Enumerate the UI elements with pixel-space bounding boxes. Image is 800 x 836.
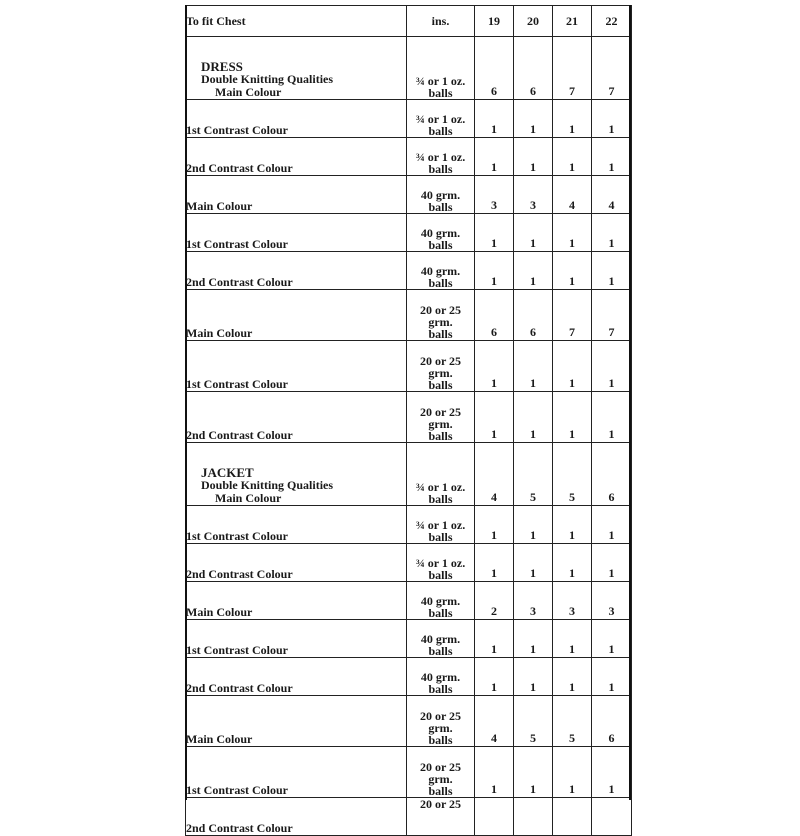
quantity-size-21: 4: [553, 176, 592, 214]
quantity-size-19: 4: [475, 696, 514, 747]
ball-weight-line: grm.: [428, 315, 453, 329]
ball-weight-line: grm.: [428, 366, 453, 380]
colour-label: 1st Contrast Colour: [186, 529, 288, 543]
ball-weight-line: balls: [428, 644, 453, 658]
ball-weight-line: 40 grm.: [420, 188, 461, 202]
quantity-size-20: 1: [514, 506, 553, 544]
ball-weight-line: 20 or 25: [419, 797, 462, 811]
colour-label: 1st Contrast Colour: [186, 643, 288, 657]
quantity-size-21: [553, 798, 592, 836]
header-size-21: 21: [553, 6, 592, 37]
row-description: [186, 658, 407, 696]
quantity-size-21: 1: [553, 341, 592, 392]
row-description: [186, 443, 407, 506]
colour-label: Main Colour: [186, 199, 253, 213]
quantity-size-22: 1: [592, 138, 632, 176]
table-row: [186, 506, 632, 544]
ball-weight-line: ¾ or 1 oz.: [415, 74, 466, 88]
quantity-size-22: 1: [592, 252, 632, 290]
table-row: [186, 747, 632, 798]
quantity-size-20: 5: [514, 443, 553, 506]
ball-weight: [407, 176, 475, 214]
ball-weight-line: grm.: [428, 417, 453, 431]
section-subheading: Double Knitting Qualities: [201, 72, 334, 86]
ball-weight: [407, 341, 475, 392]
row-description: [186, 582, 407, 620]
ball-weight-line: balls: [428, 429, 453, 443]
table-row: [186, 100, 632, 138]
quantity-size-21: 5: [553, 443, 592, 506]
quantity-size-21: 1: [553, 214, 592, 252]
ball-weight-line: 40 grm.: [420, 264, 461, 278]
row-description: [186, 290, 407, 341]
quantity-size-21: 3: [553, 582, 592, 620]
colour-label: 2nd Contrast Colour: [186, 567, 293, 581]
quantity-size-20: 1: [514, 658, 553, 696]
table-row: [186, 176, 632, 214]
colour-label: 2nd Contrast Colour: [186, 275, 293, 289]
quantity-size-20: 1: [514, 214, 553, 252]
colour-label: 1st Contrast Colour: [186, 237, 288, 251]
quantity-size-19: 1: [475, 100, 514, 138]
quantity-size-22: 1: [592, 100, 632, 138]
quantity-size-19: 2: [475, 582, 514, 620]
colour-label: Main Colour: [215, 491, 282, 505]
ball-weight: [407, 290, 475, 341]
ball-weight-line: 20 or 25: [419, 303, 462, 317]
quantity-size-22: 1: [592, 658, 632, 696]
table-row: [186, 443, 632, 506]
quantity-size-22: 7: [592, 37, 632, 100]
quantity-size-19: 1: [475, 214, 514, 252]
row-description: [186, 37, 407, 100]
ball-weight: [407, 658, 475, 696]
table-row: [186, 798, 632, 836]
quantity-size-20: 1: [514, 100, 553, 138]
row-description: [186, 620, 407, 658]
row-description: [186, 252, 407, 290]
quantity-size-22: 1: [592, 544, 632, 582]
ball-weight: [407, 214, 475, 252]
ball-weight-line: balls: [428, 200, 453, 214]
colour-label: Main Colour: [186, 605, 253, 619]
quantity-size-20: 1: [514, 747, 553, 798]
ball-weight: [407, 506, 475, 544]
quantity-size-20: 1: [514, 620, 553, 658]
table-row: [186, 138, 632, 176]
ball-weight-line: balls: [428, 378, 453, 392]
ball-weight: [407, 443, 475, 506]
quantity-size-19: 1: [475, 392, 514, 443]
ball-weight-line: grm.: [428, 721, 453, 735]
section-heading: DRESS: [201, 59, 243, 74]
quantity-size-21: 5: [553, 696, 592, 747]
ball-weight-line: ¾ or 1 oz.: [415, 112, 466, 126]
ball-weight-line: ¾ or 1 oz.: [415, 480, 466, 494]
quantity-size-22: 1: [592, 620, 632, 658]
table-row: [186, 392, 632, 443]
row-description: [186, 696, 407, 747]
header-chest-label: To fit Chest: [186, 6, 407, 37]
quantity-size-21: 1: [553, 252, 592, 290]
ball-weight: [407, 37, 475, 100]
quantity-size-21: 1: [553, 100, 592, 138]
quantity-size-21: 1: [553, 392, 592, 443]
table-row: [186, 544, 632, 582]
table-row: [186, 620, 632, 658]
row-description: [186, 138, 407, 176]
ball-weight-line: balls: [428, 606, 453, 620]
section-heading: JACKET: [201, 465, 254, 480]
quantity-size-19: 1: [475, 341, 514, 392]
quantity-size-20: 3: [514, 176, 553, 214]
table-row: [186, 290, 632, 341]
quantity-size-22: 1: [592, 214, 632, 252]
quantity-size-19: 1: [475, 252, 514, 290]
quantity-size-21: 1: [553, 747, 592, 798]
section-subheading: Double Knitting Qualities: [201, 478, 334, 492]
quantity-size-21: 1: [553, 506, 592, 544]
header-size-22: 22: [592, 6, 632, 37]
quantity-size-20: 1: [514, 138, 553, 176]
quantity-size-22: 3: [592, 582, 632, 620]
ball-weight-line: balls: [428, 682, 453, 696]
row-description: [186, 506, 407, 544]
colour-label: 2nd Contrast Colour: [186, 681, 293, 695]
quantity-size-19: 3: [475, 176, 514, 214]
header-size-19: 19: [475, 6, 514, 37]
ball-weight-line: balls: [428, 784, 453, 798]
ball-weight-line: balls: [428, 530, 453, 544]
quantity-size-22: 1: [592, 506, 632, 544]
ball-weight-line: balls: [428, 733, 453, 747]
table-row: [186, 696, 632, 747]
colour-label: 1st Contrast Colour: [186, 123, 288, 137]
table-row: [186, 37, 632, 100]
quantity-size-20: [514, 798, 553, 836]
header-size-20: 20: [514, 6, 553, 37]
quantity-size-20: 3: [514, 582, 553, 620]
ball-weight-line: ¾ or 1 oz.: [415, 518, 466, 532]
row-description: [186, 544, 407, 582]
row-description: [186, 214, 407, 252]
quantity-size-21: 1: [553, 138, 592, 176]
quantity-size-19: 1: [475, 658, 514, 696]
row-description: [186, 747, 407, 798]
ball-weight-line: 20 or 25: [419, 709, 462, 723]
ball-weight: [407, 544, 475, 582]
ball-weight-line: balls: [428, 492, 453, 506]
quantity-size-19: [475, 798, 514, 836]
table-row: [186, 214, 632, 252]
ball-weight: [407, 392, 475, 443]
colour-label: Main Colour: [186, 326, 253, 340]
ball-weight-line: ¾ or 1 oz.: [415, 150, 466, 164]
row-description: [186, 176, 407, 214]
quantity-size-19: 6: [475, 290, 514, 341]
quantity-size-19: 1: [475, 620, 514, 658]
quantity-size-21: 7: [553, 290, 592, 341]
quantity-size-21: 7: [553, 37, 592, 100]
quantity-size-19: 1: [475, 544, 514, 582]
ball-weight-line: 40 grm.: [420, 670, 461, 684]
quantity-size-21: 1: [553, 620, 592, 658]
ball-weight: [407, 252, 475, 290]
colour-label: 1st Contrast Colour: [186, 377, 288, 391]
yarn-requirements-table: [185, 5, 632, 836]
table-body: [186, 37, 632, 836]
ball-weight: [407, 582, 475, 620]
ball-weight-line: 20 or 25: [419, 354, 462, 368]
ball-weight-line: balls: [428, 276, 453, 290]
ball-weight-line: 20 or 25: [419, 760, 462, 774]
colour-label: 2nd Contrast Colour: [186, 428, 293, 442]
ball-weight: [407, 696, 475, 747]
ball-weight-line: balls: [428, 124, 453, 138]
row-description: [186, 100, 407, 138]
quantity-size-22: 4: [592, 176, 632, 214]
quantity-size-20: 1: [514, 392, 553, 443]
table-row: [186, 341, 632, 392]
ball-weight-line: balls: [428, 568, 453, 582]
ball-weight-line: 40 grm.: [420, 226, 461, 240]
colour-label: 2nd Contrast Colour: [186, 161, 293, 175]
ball-weight-line: balls: [428, 162, 453, 176]
quantity-size-22: 1: [592, 341, 632, 392]
ball-weight: [407, 620, 475, 658]
header-ins-label: ins.: [407, 6, 475, 37]
quantity-size-19: 1: [475, 747, 514, 798]
quantity-size-22: 1: [592, 747, 632, 798]
colour-label: 2nd Contrast Colour: [186, 821, 293, 835]
quantity-size-20: 5: [514, 696, 553, 747]
quantity-size-19: 4: [475, 443, 514, 506]
row-description: [186, 341, 407, 392]
quantity-size-22: [592, 798, 632, 836]
quantity-size-20: 1: [514, 252, 553, 290]
row-description: [186, 798, 407, 836]
quantity-size-19: 1: [475, 138, 514, 176]
table-row: [186, 658, 632, 696]
ball-weight-line: ¾ or 1 oz.: [415, 556, 466, 570]
colour-label: Main Colour: [215, 85, 282, 99]
colour-label: Main Colour: [186, 732, 253, 746]
ball-weight: [407, 747, 475, 798]
quantity-size-21: 1: [553, 544, 592, 582]
header-row: [186, 6, 632, 37]
quantity-size-22: 7: [592, 290, 632, 341]
quantity-size-19: 1: [475, 506, 514, 544]
quantity-size-20: 1: [514, 341, 553, 392]
table-row: [186, 582, 632, 620]
table-row: [186, 252, 632, 290]
ball-weight-line: balls: [428, 238, 453, 252]
quantity-size-20: 6: [514, 37, 553, 100]
quantity-size-19: 6: [475, 37, 514, 100]
ball-weight: [407, 798, 475, 836]
quantity-size-22: 1: [592, 392, 632, 443]
quantity-size-20: 1: [514, 544, 553, 582]
ball-weight: [407, 100, 475, 138]
ball-weight-line: 40 grm.: [420, 632, 461, 646]
ball-weight-line: grm.: [428, 772, 453, 786]
ball-weight: [407, 138, 475, 176]
colour-label: 1st Contrast Colour: [186, 783, 288, 797]
row-description: [186, 392, 407, 443]
ball-weight-line: balls: [428, 327, 453, 341]
quantity-size-22: 6: [592, 443, 632, 506]
ball-weight-line: 20 or 25: [419, 405, 462, 419]
ball-weight-line: 40 grm.: [420, 594, 461, 608]
knitting-requirements-sheet: [185, 0, 631, 835]
quantity-size-21: 1: [553, 658, 592, 696]
quantity-size-20: 6: [514, 290, 553, 341]
quantity-size-22: 6: [592, 696, 632, 747]
ball-weight-line: balls: [428, 86, 453, 100]
